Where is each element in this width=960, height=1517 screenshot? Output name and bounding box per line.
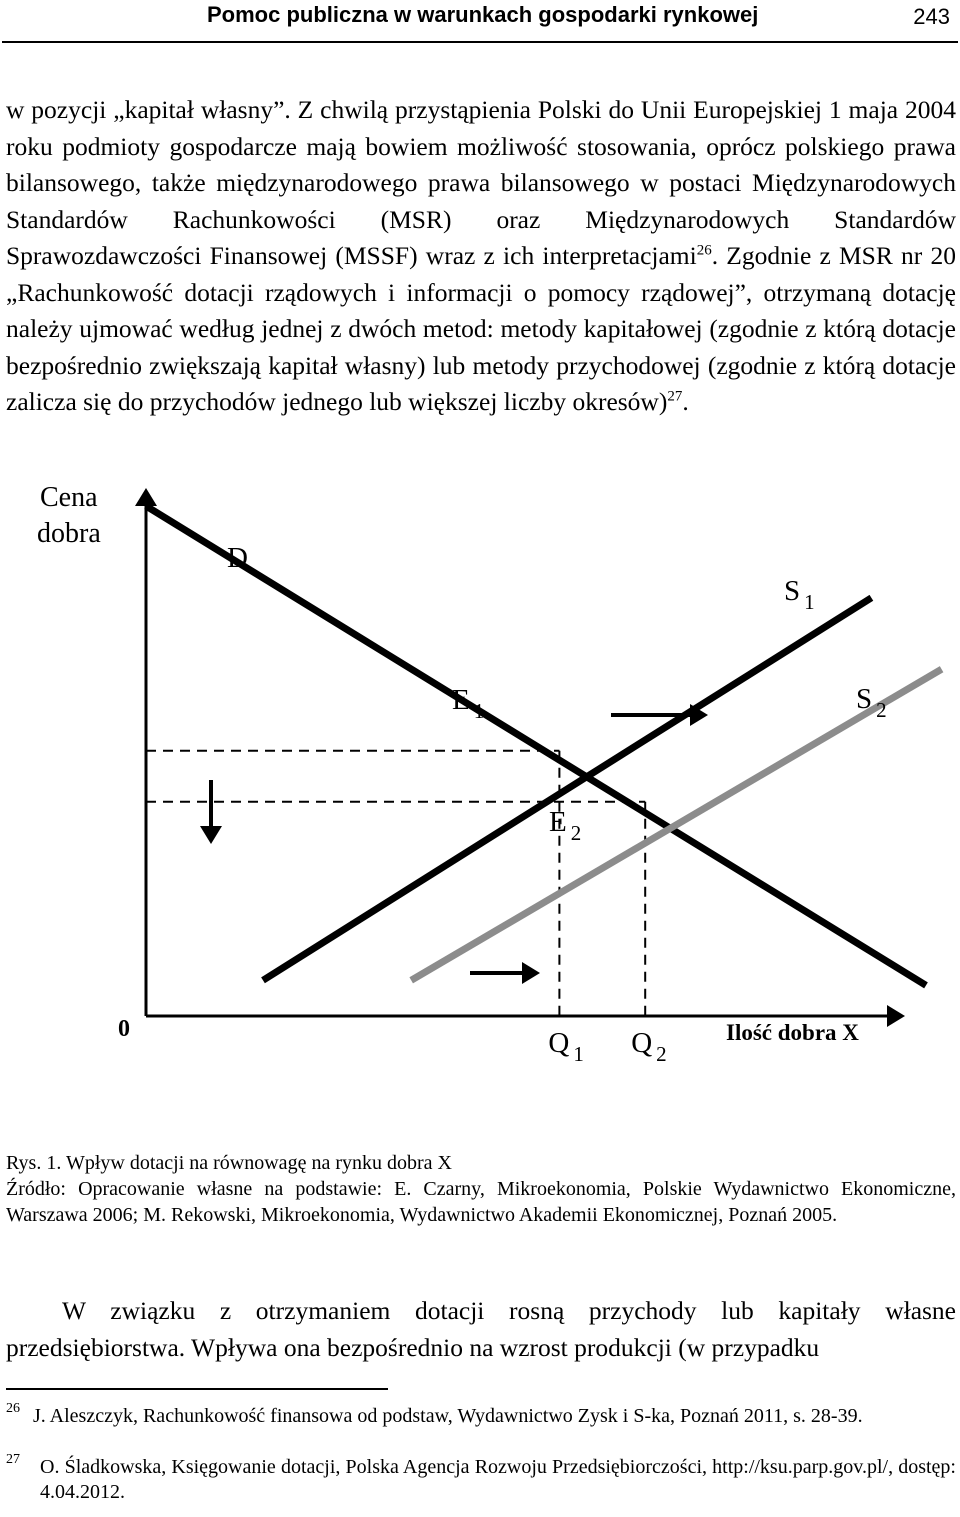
equilibrium-e1-label: E $_1$ <box>452 684 485 723</box>
equilibrium-e2-label: E $_2$ <box>549 806 582 845</box>
page-number: 243 <box>913 4 950 29</box>
x-axis-arrow <box>887 1005 905 1027</box>
demand-label: D <box>227 542 248 574</box>
footnote-text: J. Aleszczyk, Rachunkowość finansowa od podstaw, Wydawnictwo Zysk i S-ka, Poznań 2011, s. 28-39. <box>33 1405 863 1427</box>
figure-caption: Rys. 1. Wpływ dotacji na równowagę na rynku dobra X <box>6 1152 452 1174</box>
footnote-ref-26: 26 <box>696 242 712 259</box>
figure-source: Źródło: Opracowanie własne na podstawie: E. Czarny, Mikroekonomia, Polskie Wydawnictwo Ekonomiczne, Warszawa 2006; M. Rekowski, Mikroekonomia, Wydawnictwo Akademii Ekonomicznej, Poznań 2005. <box>6 1178 956 1226</box>
supply-curve-s1 <box>263 598 871 981</box>
paragraph-text: . <box>682 387 689 416</box>
x-axis-label: Ilość dobra X <box>726 1020 859 1045</box>
supply-demand-figure <box>0 470 960 1130</box>
y-axis-label: Cena <box>40 482 98 513</box>
supply-s1-label: S $_1$ <box>784 575 815 614</box>
q1-label: Q $_1$ <box>548 1027 584 1066</box>
footnote-text: O. Śladkowska, Księgowanie dotacji, Polska Agencja Rozwoju Przedsiębiorczości, http://ksu.parp.gov.pl/, dostęp: 4.04.2012. <box>40 1456 956 1503</box>
q2-label: Q $_2$ <box>631 1027 667 1066</box>
body-paragraph-1 <box>6 92 956 421</box>
supply-s2-label: S $_2$ <box>856 683 887 722</box>
page-header <box>0 0 960 44</box>
paragraph-text: . Zgodnie z MSR nr 20 „Rachunkowość dotacji rządowych i informacji o pomocy rządowej”, otrzymaną dotację należy ujmować według jednej z dwóch metod: metody kapitałowej (zgodnie z którą dotacje bezpośrednio zwiększają kapitał własny) lub metody przychodowej (zgodnie z którą dotacje zalicza się do przychodów jednego lub większej liczby okresów) <box>6 241 956 416</box>
quantity-shift-arrowhead <box>522 962 540 984</box>
header-rule <box>2 41 958 43</box>
running-title: Pomoc publiczna w warunkach gospodarki rynkowej <box>207 2 759 27</box>
footnote-ref-27: 27 <box>667 388 683 405</box>
y-axis-label: dobra <box>37 518 101 549</box>
footnote-rule <box>6 1388 388 1390</box>
body-paragraph-2: W związku z otrzymaniem dotacji rosną przychody lub kapitały własne przedsiębiorstwa. Wpływa ona bezpośrednio na wzrost produkcji (w przypadku <box>6 1296 956 1362</box>
y-axis-arrow <box>135 488 157 506</box>
price-drop-arrowhead <box>200 826 222 844</box>
footnote-number: 26 <box>6 1401 20 1416</box>
supply-demand-chart <box>0 470 960 1130</box>
footnote-number: 27 <box>6 1452 20 1467</box>
origin-label: 0 <box>118 1016 130 1042</box>
paragraph-text: w pozycji „kapitał własny”. Z chwilą przystąpienia Polski do Unii Europejskiej 1 maja 2004 roku podmioty gospodarcze mają bowiem możliwość stosowania, oprócz polskiego prawa bilansowego, także międzynarodowego prawa bilansowego w postaci Międzynarodowych Standardów Rachunkowości (MSR) oraz Międzynarodowych Standardów Sprawozdawczości Finansowej (MSSF) wraz z ich interpretacjami <box>6 95 956 270</box>
